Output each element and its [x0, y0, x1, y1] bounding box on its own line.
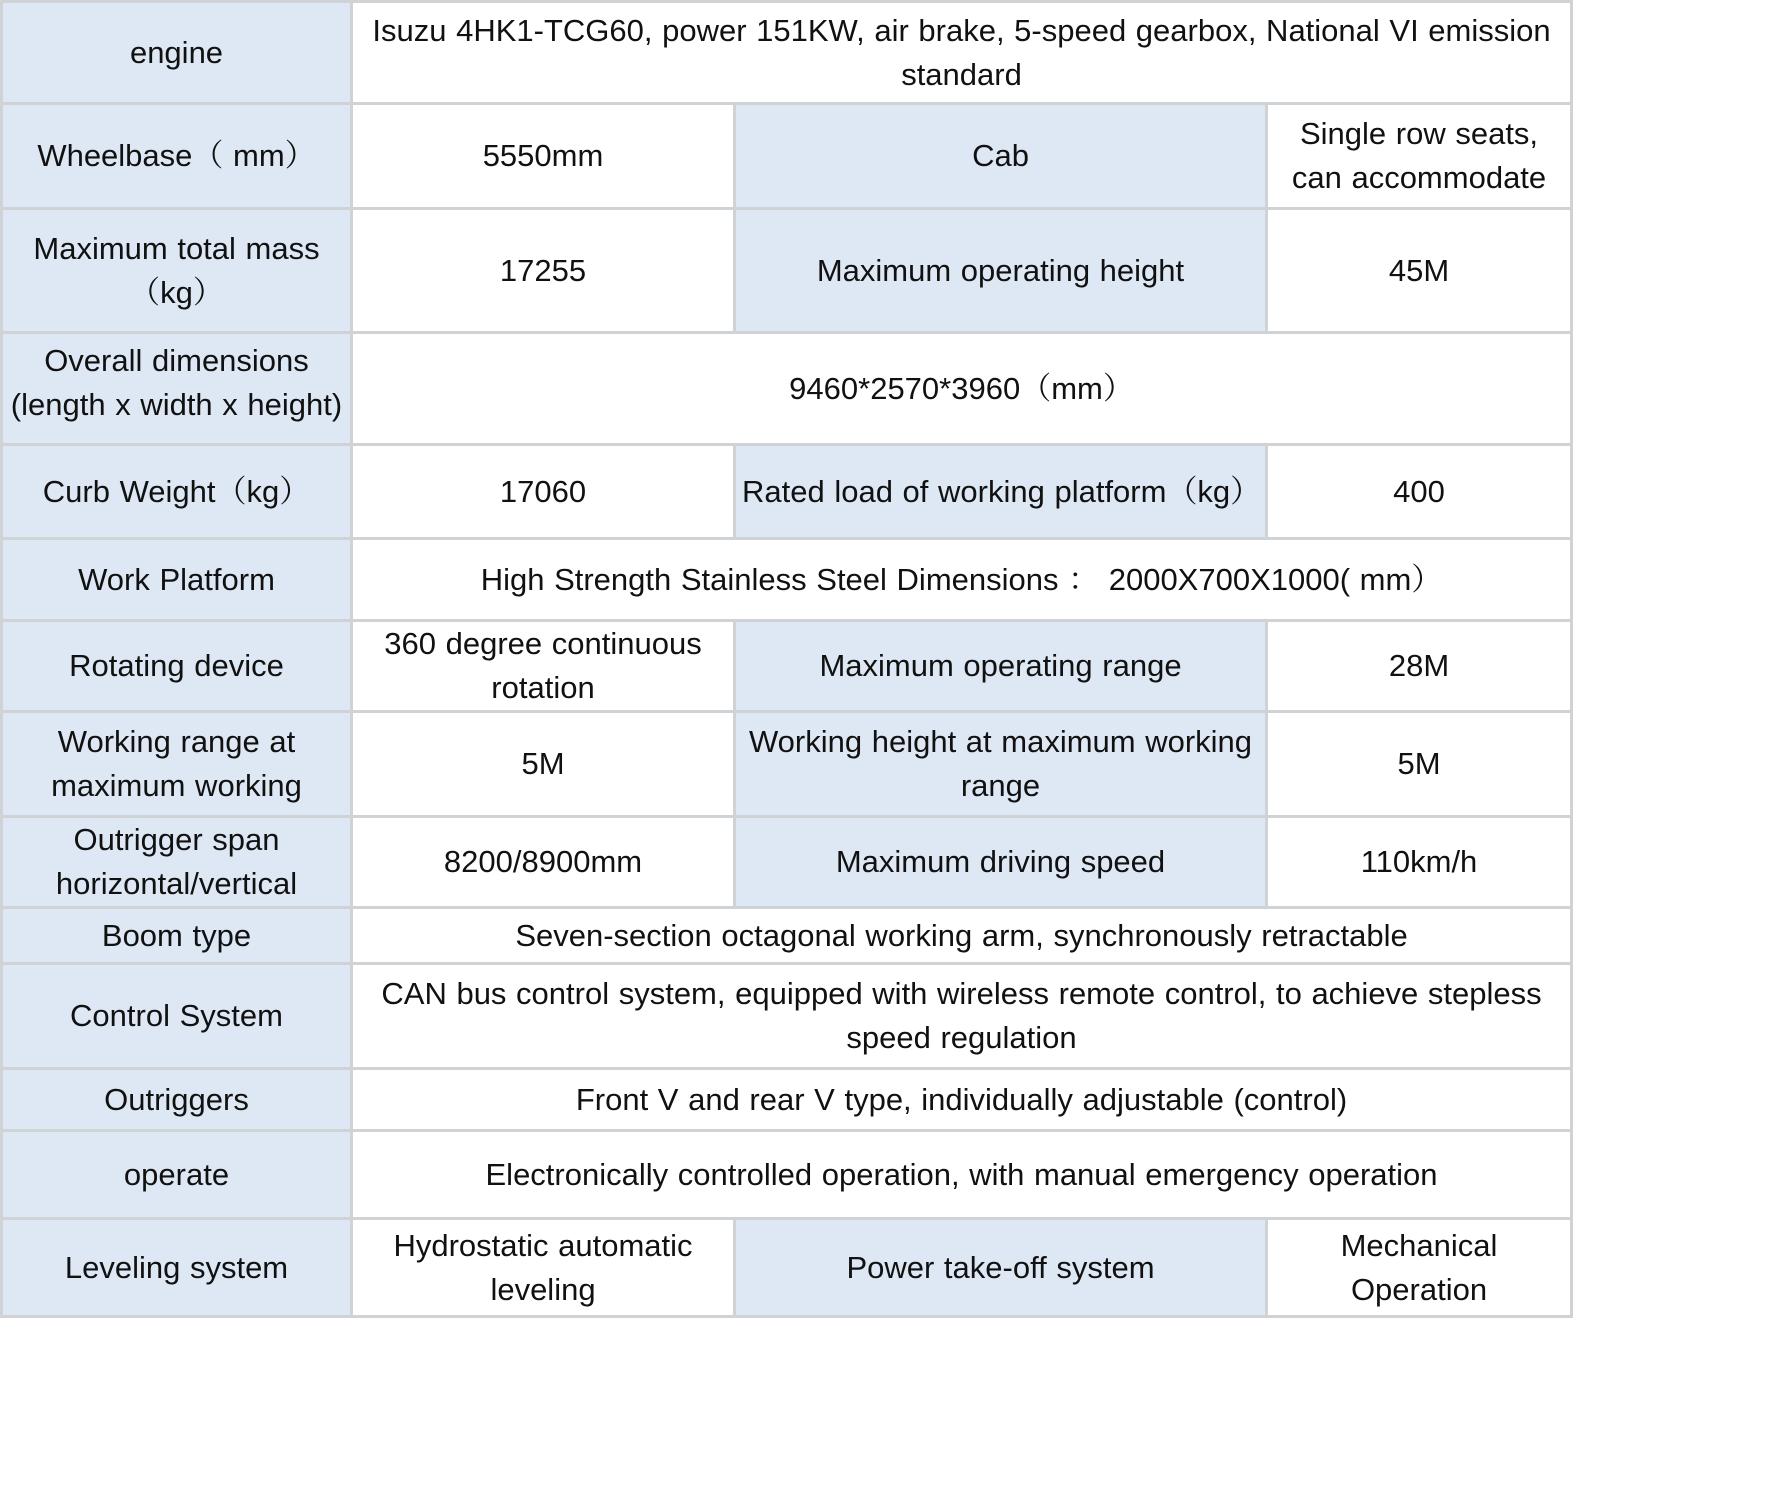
- table-row-total-mass: [2, 209, 1572, 333]
- row-value-wheelbase: 5550mm: [352, 104, 735, 209]
- row-value-driving-speed: 110km/h: [1267, 817, 1572, 908]
- row-label-dimensions: [2, 333, 352, 445]
- table-row-rotating-device: [2, 621, 1572, 712]
- row-value-cab: Single row seats, can accommodate: [1267, 104, 1572, 209]
- row-value-outrigger-span: 8200/8900mm: [352, 817, 735, 908]
- row-value-operating-range: 28M: [1267, 621, 1572, 712]
- row-label-boom-type: Boom type: [2, 908, 352, 964]
- row-label-leveling-system: Leveling system: [2, 1219, 352, 1317]
- table-row-working-range: [2, 712, 1572, 817]
- row-label-driving-speed: Maximum driving speed: [735, 817, 1267, 908]
- table-row-curb-weight: [2, 445, 1572, 539]
- table-row-wheelbase: [2, 104, 1572, 209]
- row-label-engine: engine: [2, 2, 352, 104]
- row-value-engine: Isuzu 4HK1-TCG60, power 151KW, air brake, 5-speed gearbox, National VI emission standard: [352, 2, 1572, 104]
- row-label-dimensions-text: Overall dimensions (length x width x height): [10, 342, 343, 422]
- row-label-cab: Cab: [735, 104, 1267, 209]
- row-value-working-range: 5M: [352, 712, 735, 817]
- row-label-working-range: Working range at maximum working: [2, 712, 352, 817]
- row-label-operating-range: Maximum operating range: [735, 621, 1267, 712]
- row-value-total-mass: 17255: [352, 209, 735, 333]
- row-label-control-system: Control System: [2, 964, 352, 1069]
- row-label-total-mass: Maximum total mass（kg）: [2, 209, 352, 333]
- table-row-work-platform: [2, 539, 1572, 621]
- row-value-boom-type: Seven-section octagonal working arm, synchronously retractable: [352, 908, 1572, 964]
- row-value-power-take-off: Mechanical Operation: [1267, 1219, 1572, 1317]
- row-label-rotating-device: Rotating device: [2, 621, 352, 712]
- table-row-outriggers: [2, 1069, 1572, 1131]
- table-row-engine: [2, 2, 1572, 104]
- row-label-operate: operate: [2, 1131, 352, 1219]
- row-label-work-platform: Work Platform: [2, 539, 352, 621]
- row-value-rated-load: 400: [1267, 445, 1572, 539]
- row-label-outrigger-span: Outrigger span horizontal/vertical: [2, 817, 352, 908]
- row-label-operating-height: Maximum operating height: [735, 209, 1267, 333]
- row-value-rotating-device: 360 degree continuous rotation: [352, 621, 735, 712]
- row-label-wheelbase: Wheelbase（ mm）: [2, 104, 352, 209]
- row-value-work-platform: High Strength Stainless Steel Dimensions ： 2000X700X1000( mm）: [352, 539, 1572, 621]
- row-value-operating-height: 45M: [1267, 209, 1572, 333]
- row-value-control-system: CAN bus control system, equipped with wireless remote control, to achieve stepless speed regulation: [352, 964, 1572, 1069]
- row-value-dimensions: 9460*2570*3960（mm）: [352, 333, 1572, 445]
- table-row-control-system: [2, 964, 1572, 1069]
- row-label-working-height: Working height at maximum working range: [735, 712, 1267, 817]
- row-label-power-take-off: Power take-off system: [735, 1219, 1267, 1317]
- row-label-rated-load: Rated load of working platform（kg）: [735, 445, 1267, 539]
- row-label-outriggers: Outriggers: [2, 1069, 352, 1131]
- row-value-leveling-system: Hydrostatic automatic leveling: [352, 1219, 735, 1317]
- table-row-operate: [2, 1131, 1572, 1219]
- row-value-curb-weight: 17060: [352, 445, 735, 539]
- table-row-outrigger-span: [2, 817, 1572, 908]
- row-label-curb-weight: Curb Weight（kg）: [2, 445, 352, 539]
- table-row-dimensions: [2, 333, 1572, 445]
- row-value-operate: Electronically controlled operation, with manual emergency operation: [352, 1131, 1572, 1219]
- table-row-leveling-system: [2, 1219, 1572, 1317]
- row-value-outriggers: Front V and rear V type, individually adjustable (control): [352, 1069, 1572, 1131]
- row-value-working-height: 5M: [1267, 712, 1572, 817]
- table-row-boom-type: [2, 908, 1572, 964]
